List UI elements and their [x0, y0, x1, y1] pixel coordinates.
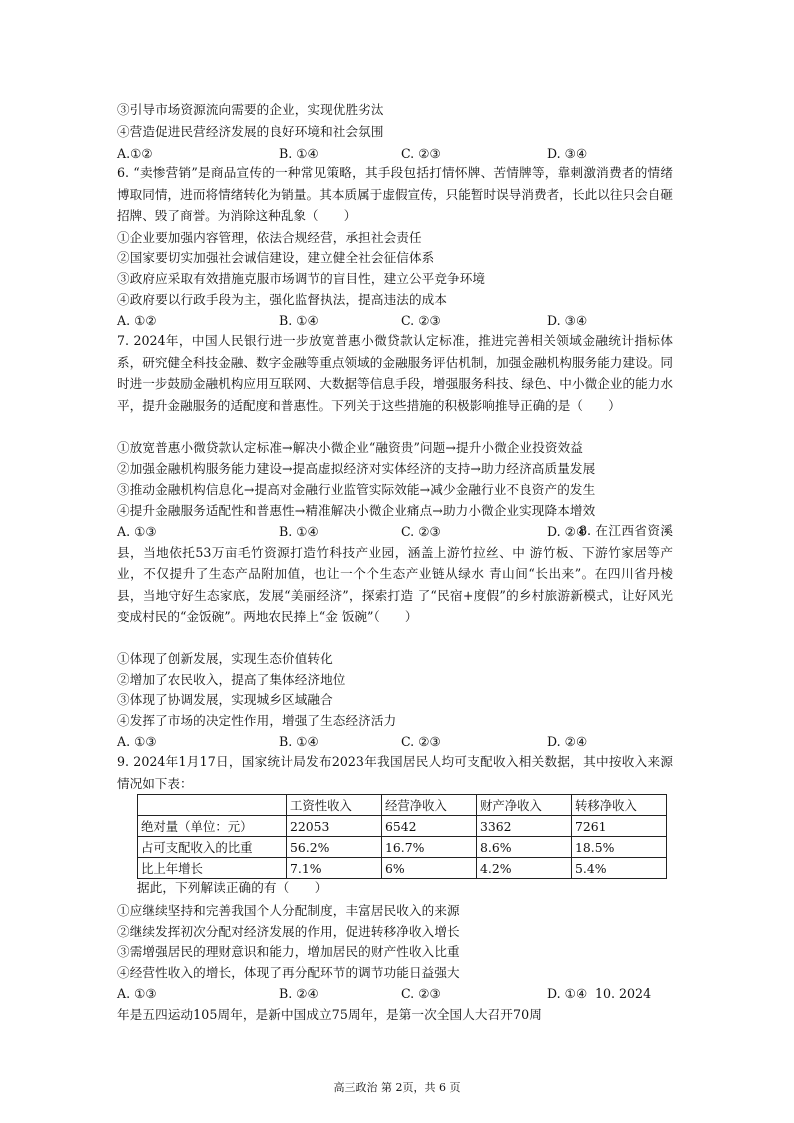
- table-cell: 4.2%: [477, 858, 572, 879]
- q7-item-4: ④提升金融服务适配性和普惠性→精准解决小微企业痛点→助力小微企业实现降本增效: [117, 503, 596, 518]
- q9-stem: 9. 2024年1月17日，国家统计局发布2023年我国居民人均可支配收入相关数据，其中按收入来源情况如下表：: [117, 754, 673, 791]
- q8-item-2: ②增加了农民收入，提高了集体经济地位: [117, 672, 346, 687]
- q7-option-a: A. ①③: [117, 524, 157, 539]
- q8-item-4: ④发挥了市场的决定性作用，增强了生态经济活力: [117, 713, 397, 728]
- table-row: [138, 816, 667, 837]
- q7-stem: 7. 2024年，中国人民银行进一步放宽普惠小微贷款认定标准，推进完善相关领域金融统计指标体系，研究健全科技金融、数字金融等重点领域的金融服务评估机制，加强金融机构服务能力建设。同时进一步鼓励金融机构应用互联网、大数据等信息手段，增强服务科技、绿色、中小微企业的能力水平，提升金融服务的适配度和普惠性。下列关于这些措施的积极影响推导正确的是（ ）: [117, 333, 673, 413]
- q8-item-1: ①体现了创新发展，实现生态价值转化: [117, 651, 333, 666]
- q5-options: [117, 145, 677, 163]
- q8-option-b: B. ①④: [279, 734, 319, 749]
- q6-option-b: B. ①④: [279, 313, 319, 328]
- q7-option-c: C. ②③: [401, 524, 441, 539]
- q9-after-table: 据此，下列解读正确的有（ ）: [137, 880, 328, 895]
- table-cell: 22053: [287, 816, 382, 837]
- table-cell: 5.4%: [572, 858, 667, 879]
- q9-option-a: A. ①③: [117, 986, 157, 1001]
- q6-option-d: D. ③④: [547, 313, 588, 328]
- q8-stem: 8. 在江西省资溪县，当地依托53万亩毛竹资源打造竹科技产业园，涵盖上游竹拉丝、中 游竹板、下游竹家居等产业，不仅提升了生态产品附加值，也让一个个生态产业链从绿水 青山间“长出来”。在四川省丹棱县，当地守好生态家底，发展“美丽经济”，探索打造 了“民宿+度假”的乡村旅游新模式，让好风光变成村民的“金饭碗”。两地农民捧上“金 饭碗”（ ）: [117, 523, 673, 624]
- q9-item-2: ②继续发挥初次分配对经济发展的作用，促进转移净收入增长: [117, 924, 460, 939]
- q7-item-3: ③推动金融机构信息化→提高对金融行业监管实际效能→减少金融行业不良资产的发生: [117, 482, 596, 497]
- q8-option-a: A. ①③: [117, 734, 157, 749]
- page-footer: 高三政治 第 2页，共 6 页: [333, 1081, 461, 1094]
- table-cell: 8.6%: [477, 837, 572, 858]
- q9-item-4: ④经营性收入的增长，体现了再分配环节的调节功能日益强大: [117, 965, 460, 980]
- q10-stem-line2: 年是五四运动105周年，是新中国成立75周年，是第一次全国人大召开70周: [117, 1007, 542, 1022]
- table-cell: 56.2%: [287, 837, 382, 858]
- q7-option-b: B. ①④: [279, 524, 319, 539]
- q6-item-2: ②国家要切实加强社会诚信建设，建立健全社会征信体系: [117, 250, 435, 265]
- q9-options: [117, 985, 677, 1003]
- table-cell: 18.5%: [572, 837, 667, 858]
- table-header-cell: 财产净收入: [477, 795, 572, 816]
- q7-item-1: ①放宽普惠小微贷款认定标准→解决小微企业“融资贵”问题→提升小微企业投资效益: [117, 440, 583, 455]
- q9-item-1: ①应继续坚持和完善我国个人分配制度，丰富居民收入的来源: [117, 903, 460, 918]
- q7-option-d: D. ②④: [547, 524, 588, 539]
- q6-option-c: C. ②③: [401, 313, 441, 328]
- q5-option-a: A.①②: [117, 146, 153, 161]
- table-cell: 7.1%: [287, 858, 382, 879]
- q9-option-b: B. ②④: [279, 986, 319, 1001]
- table-cell: 绝对量（单位：元）: [138, 816, 287, 837]
- q6-item-1: ①企业要加强内容管理，依法合规经营，承担社会责任: [117, 230, 422, 245]
- q9-item-3: ③需增强居民的理财意识和能力，增加居民的财产性收入比重: [117, 944, 460, 959]
- q8-option-d: D. ②④: [547, 734, 588, 749]
- table-header-cell: [138, 795, 287, 816]
- table-cell: 6%: [382, 858, 477, 879]
- q9-option-d: D. ①④: [547, 986, 588, 1001]
- table-cell: 比上年增长: [138, 858, 287, 879]
- table-cell: 6542: [382, 816, 477, 837]
- q8-item-3: ③体现了协调发展，实现城乡区域融合: [117, 692, 333, 707]
- table-row: [138, 858, 667, 879]
- income-table: [137, 794, 667, 879]
- table-cell: 3362: [477, 816, 572, 837]
- q5-item-3: ③引导市场资源流向需要的企业，实现优胜劣汰: [117, 102, 384, 117]
- table-row: [138, 837, 667, 858]
- q8-option-c: C. ②③: [401, 734, 441, 749]
- table-cell: 占可支配收入的比重: [138, 837, 287, 858]
- q5-option-d: D. ③④: [547, 146, 588, 161]
- table-header-cell: 工资性收入: [287, 795, 382, 816]
- q8-options: [117, 733, 677, 751]
- table-header-cell: 转移净收入: [572, 795, 667, 816]
- q6-option-a: A. ①②: [117, 313, 157, 328]
- q9-option-c: C. ②③: [401, 986, 441, 1001]
- q5-item-4: ④营造促进民营经济发展的良好环境和社会氛围: [117, 124, 384, 139]
- q10-stem-start: 10. 2024: [595, 986, 652, 1001]
- q6-item-3: ③政府应采取有效措施克服市场调节的盲目性，建立公平竞争环境: [117, 271, 486, 286]
- q6-item-4: ④政府要以行政手段为主，强化监督执法，提高违法的成本: [117, 292, 448, 307]
- q6-stem: 6. “卖惨营销”是商品宣传的一种常见策略，其手段包括打情怀牌、苦情牌等，靠刺激消费者的情绪博取同情，进而将情绪转化为销量。其本质属于虚假宣传，只能暂时误导消费者，长此以往只会自砸招牌、毁了商誉。为消除这种乱象（ ）: [117, 165, 673, 223]
- table-cell: 7261: [572, 816, 667, 837]
- table-cell: 16.7%: [382, 837, 477, 858]
- table-header-row: [138, 795, 667, 816]
- q6-options: [117, 312, 677, 330]
- table-header-cell: 经营净收入: [382, 795, 477, 816]
- q7-item-2: ②加强金融机构服务能力建设→提高虚拟经济对实体经济的支持→助力经济高质量发展: [117, 461, 596, 476]
- q5-option-c: C. ②③: [401, 146, 441, 161]
- q5-option-b: B. ①④: [279, 146, 319, 161]
